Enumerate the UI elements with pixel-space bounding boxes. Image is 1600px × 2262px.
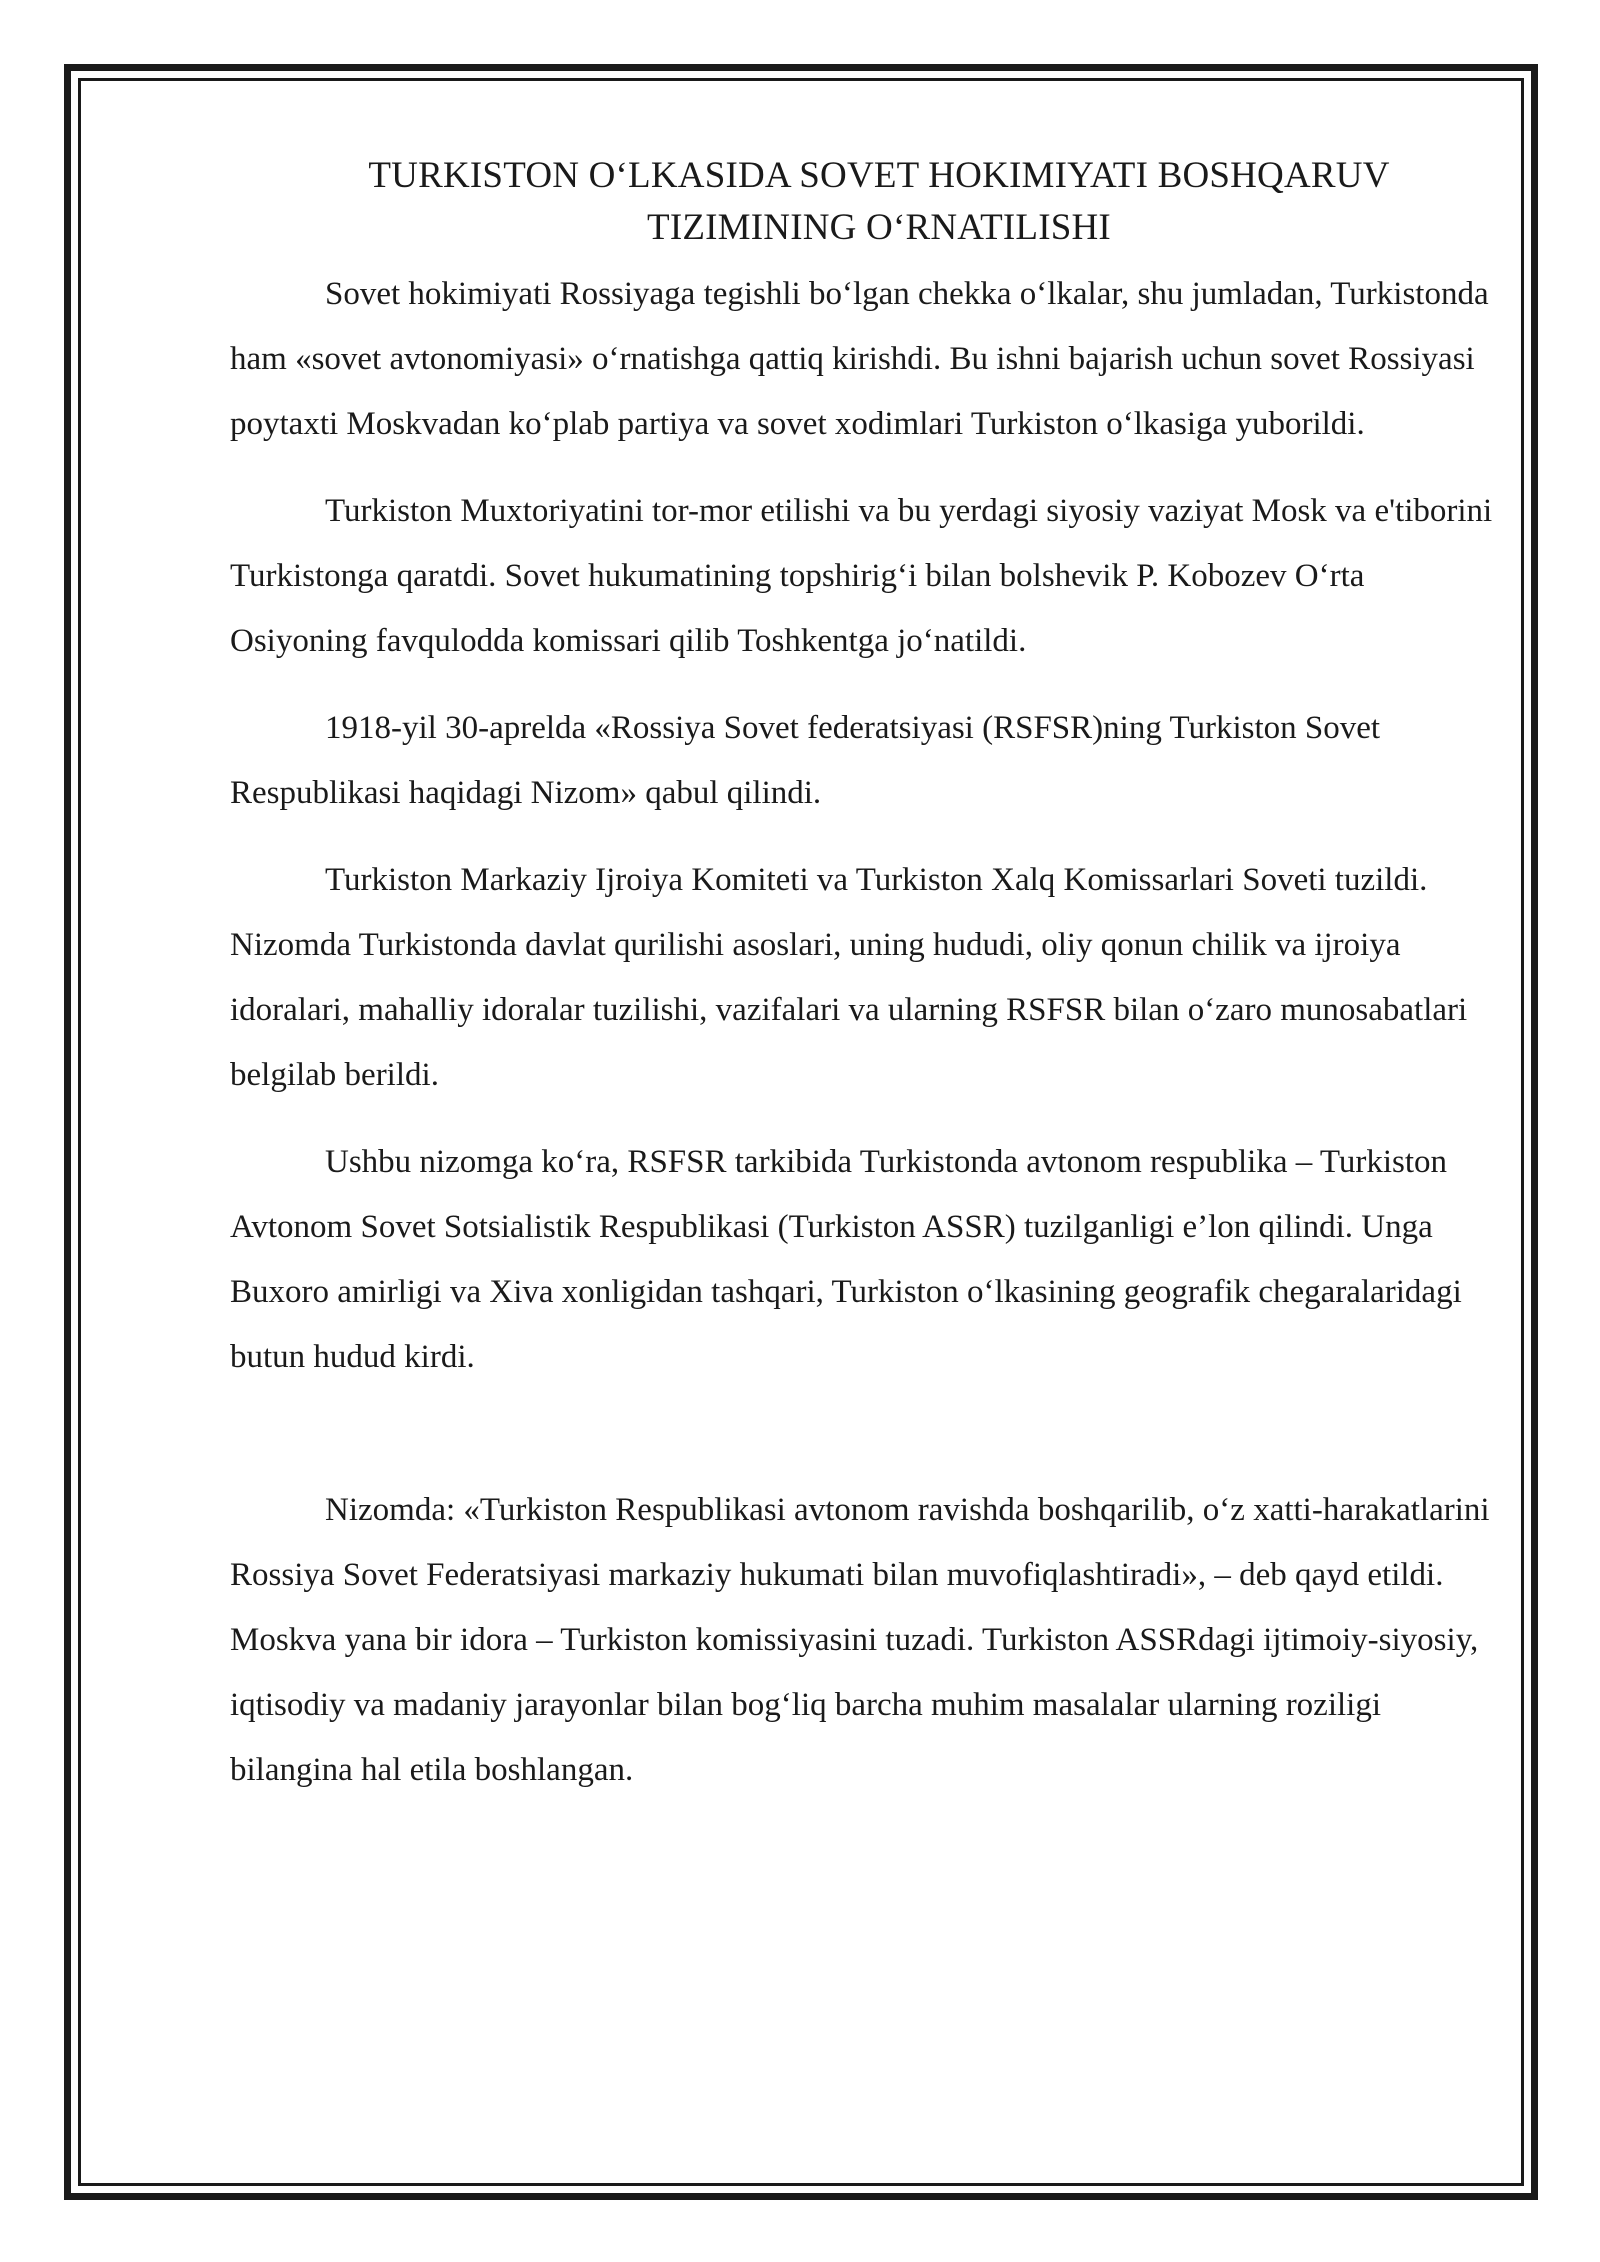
paragraph-3: 1918-yil 30-aprelda «Rossiya Sovet federatsiyasi (RSFSR)ning Turkiston Sovet Respublikasi haqidagi Nizom» qabul qilindi.: [230, 710, 1381, 811]
paragraph-2: Turkiston Muxtoriyatini tor-mor etilishi va bu yerdagi siyosiy vaziyat Mosk va e'tiborini Turkistonga qaratdi. Sovet hukumatining topshirig‘i bilan bolshevik P. Kobozev O‘rta Osiyoning favqulodda komissari qilib Toshkentga jo‘natildi.: [230, 493, 1493, 659]
paragraph-1: Sovet hokimiyati Rossiyaga tegishli bo‘lgan chekka o‘lkalar, shu jumladan, Turkistonda ham «sovet avtonomiyasi» o‘rnatishga qattiq kirishdi. Bu ishni bajarish uchun sovet Rossiyasi poytaxti Moskvadan ko‘plab partiya va sovet xodimlari Turkiston o‘lkasiga yuborildi.: [230, 276, 1489, 442]
paragraph-6: Nizomda: «Turkiston Respublikasi avtonom ravishda boshqarilib, o‘z xatti-harakatlarini Rossiya Sovet Federatsiyasi markaziy hukumati bilan muvofiqlashtiradi», – deb qayd etildi. Moskva yana bir idora – Turkiston komissiyasini tuzadi. Turkiston ASSRdagi ijtimoiy-siyosiy, iqtisodiy va madaniy jarayonlar bilan bog‘liq barcha muhim masalalar ularning roziligi bilangina hal etila boshlangan.: [230, 1492, 1490, 1788]
title-line-2: TIZIMINING O‘RNATILISHI: [647, 207, 1111, 248]
paragraph-4: Turkiston Markaziy Ijroiya Komiteti va Turkiston Xalq Komissarlari Soveti tuzildi. Nizomda Turkistonda davlat qurilishi asoslari, uning hududi, oliy qonun chilik va ijroiya idoralari, mahalliy idoralar tuzilishi, vazifalari va ularning RSFSR bilan o‘zaro munosabatlari belgilab berildi.: [230, 862, 1468, 1093]
title-line-1: TURKISTON O‘LKASIDA SOVET HOKIMIYATI BOSHQARUV: [368, 155, 1390, 196]
paragraph-5: Ushbu nizomga ko‘ra, RSFSR tarkibida Turkistonda avtonom respublika – Turkiston Avtonom Sovet Sotsialistik Respublikasi (Turkiston ASSR) tuzilganligi e’lon qilindi. Unga Buxoro amirligi va Xiva xonligidan tashqari, Turkiston o‘lkasining geografik chegaralaridagi butun hudud kirdi.: [230, 1144, 1462, 1375]
document-body: [230, 150, 1500, 1825]
document-title: [230, 150, 1500, 254]
